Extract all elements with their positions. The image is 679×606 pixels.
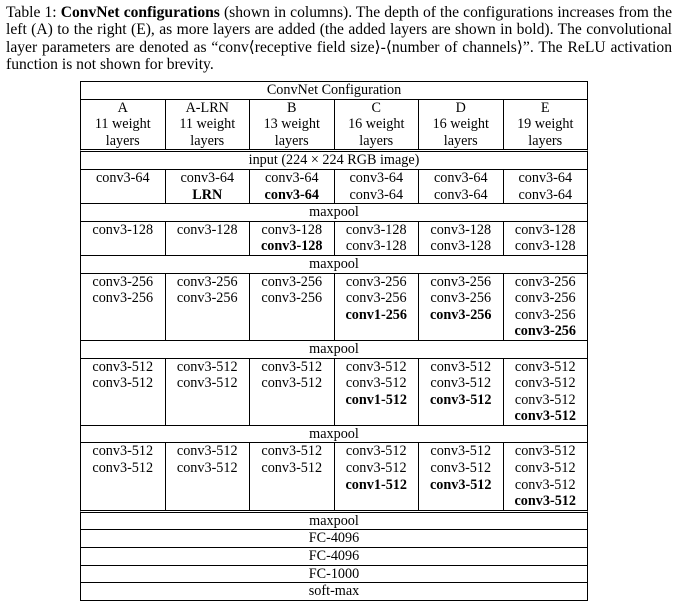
layer-cell: [418, 443, 503, 509]
layer-cell: [81, 274, 165, 340]
layer-block-row: [80, 273, 588, 340]
layer: conv3-128: [514, 221, 576, 238]
column-desc-line: 16 weight: [432, 116, 489, 133]
layer-cell: [165, 359, 250, 425]
layer: conv3-512: [345, 358, 407, 375]
classifier-row: FC-4096: [80, 547, 588, 565]
column-desc-line: layers: [359, 132, 394, 149]
layer-cell: [249, 170, 334, 203]
layer: conv3-512: [261, 375, 323, 392]
caption-label: Table 1:: [6, 4, 61, 21]
layer: conv3-256: [430, 273, 492, 290]
classifier-rows: [80, 510, 588, 601]
added-layer: conv3-128: [261, 238, 323, 255]
layer: conv3-512: [92, 443, 154, 460]
layer-blocks: [80, 169, 588, 510]
column-desc-line: layers: [443, 132, 478, 149]
maxpool-row: maxpool: [80, 255, 588, 273]
layer-cell: [81, 170, 165, 203]
layer: conv3-512: [261, 443, 323, 460]
layer-cell: [81, 443, 165, 509]
convnet-config-table: [80, 81, 588, 601]
layer-cell: [334, 170, 419, 203]
layer-cell: [334, 443, 419, 509]
layer-cell: [503, 359, 588, 425]
column-desc-a-lrn: [165, 116, 250, 149]
column-name-d: D: [418, 100, 503, 117]
maxpool-row: maxpool: [80, 203, 588, 221]
column-desc-e: [503, 116, 588, 149]
column-desc-line: 11 weight: [94, 116, 151, 133]
column-name-a-lrn: A-LRN: [165, 100, 250, 117]
column-desc-line: 16 weight: [348, 116, 405, 133]
layer-cell: [249, 274, 334, 340]
added-layer: LRN: [192, 186, 223, 203]
layer: conv3-128: [176, 221, 238, 238]
layer: conv3-256: [514, 290, 576, 307]
column-desc-line: 13 weight: [263, 116, 320, 133]
layer: conv3-256: [92, 273, 154, 290]
layer: conv3-512: [261, 460, 323, 477]
layer: conv3-128: [92, 221, 154, 238]
caption-title: ConvNet configurations: [60, 4, 220, 21]
column-name-a: A: [117, 99, 128, 116]
layer-cell: [165, 222, 250, 255]
layer: conv3-512: [261, 358, 323, 375]
column-desc-line: 19 weight: [517, 116, 574, 133]
layer-cell: [503, 222, 588, 255]
added-layer: conv1-512: [345, 476, 407, 493]
layer-cell: [249, 359, 334, 425]
layer: conv3-256: [514, 306, 576, 323]
layer: conv3-128: [261, 221, 323, 238]
layer-cell: [334, 359, 419, 425]
layer: conv3-512: [345, 460, 407, 477]
layer: conv3-64: [349, 186, 404, 203]
classifier-row: maxpool: [80, 510, 588, 530]
column-desc-d: [418, 116, 503, 149]
layer: conv3-512: [92, 375, 154, 392]
column-desc-line: layers: [190, 132, 225, 149]
layer: conv3-512: [514, 358, 576, 375]
layer-cell: [165, 274, 250, 340]
layer: conv3-512: [430, 460, 492, 477]
layer: conv3-256: [261, 273, 323, 290]
maxpool-row: maxpool: [80, 425, 588, 443]
layer: conv3-512: [514, 476, 576, 493]
added-layer: conv3-256: [430, 306, 492, 323]
classifier-row: soft-max: [80, 582, 588, 601]
column-desc-line: 11 weight: [179, 116, 236, 133]
layer-block-row: [80, 169, 588, 203]
column-desc-c: [334, 116, 419, 149]
layer: conv3-512: [345, 375, 407, 392]
layer-cell: [165, 170, 250, 203]
column-name-e: E: [503, 100, 588, 117]
layer-cell: [334, 274, 419, 340]
column-name-b: B: [249, 100, 334, 117]
column-desc-b: [249, 116, 334, 149]
classifier-row: FC-4096: [80, 529, 588, 547]
layer-cell: [249, 443, 334, 509]
layer: conv3-64: [518, 169, 573, 186]
layer-cell: [334, 222, 419, 255]
layer-cell: [81, 359, 165, 425]
layer: conv3-256: [176, 290, 238, 307]
maxpool-row: maxpool: [80, 340, 588, 358]
column-name-row: [80, 99, 588, 117]
layer: conv3-512: [176, 375, 238, 392]
added-layer: conv1-512: [345, 391, 407, 408]
layer: conv3-128: [345, 238, 407, 255]
input-row: input (224 × 224 RGB image): [80, 149, 588, 169]
layer: conv3-512: [92, 460, 154, 477]
layer-cell: [503, 170, 588, 203]
layer: conv3-128: [514, 238, 576, 255]
layer-cell: [418, 222, 503, 255]
column-desc-line: layers: [274, 132, 309, 149]
layer: conv3-256: [345, 290, 407, 307]
layer: conv3-64: [95, 169, 150, 186]
layer: conv3-64: [433, 169, 488, 186]
layer-cell: [418, 274, 503, 340]
column-desc-a: [81, 116, 165, 149]
layer: conv3-512: [514, 443, 576, 460]
layer: conv3-64: [518, 186, 573, 203]
layer: conv3-64: [349, 169, 404, 186]
layer: conv3-512: [430, 375, 492, 392]
layer-cell: [81, 222, 165, 255]
caption-text: (shown in columns). The depth of the configurations increases from the left (A) to the right (E), as more layers are added (the added layers are shown in bold). The convolutional layer parameters are denoted as “conv⟨receptive field size⟩-⟨number of channels⟩”. The ReLU activation function is not shown for brevity.: [6, 4, 672, 74]
added-layer: conv3-512: [514, 493, 576, 510]
layer: conv3-64: [433, 186, 488, 203]
layer: conv3-128: [430, 221, 492, 238]
layer: conv3-512: [514, 375, 576, 392]
layer: conv3-512: [345, 443, 407, 460]
layer: conv3-512: [514, 391, 576, 408]
layer: conv3-128: [345, 221, 407, 238]
layer-block-row: [80, 442, 588, 509]
added-layer: conv3-64: [264, 186, 319, 203]
layer-block-row: [80, 358, 588, 425]
layer: conv3-512: [430, 443, 492, 460]
column-desc-line: layers: [528, 132, 563, 149]
layer: conv3-256: [261, 290, 323, 307]
layer-cell: [165, 443, 250, 509]
layer: conv3-256: [345, 273, 407, 290]
layer: conv3-512: [92, 358, 154, 375]
layer: conv3-256: [430, 290, 492, 307]
layer: conv3-64: [180, 169, 235, 186]
layer-cell: [249, 222, 334, 255]
layer: conv3-512: [176, 460, 238, 477]
layer-cell: [418, 359, 503, 425]
layer: conv3-512: [430, 358, 492, 375]
layer: conv3-512: [514, 460, 576, 477]
classifier-row: FC-1000: [80, 565, 588, 583]
layer: conv3-512: [176, 358, 238, 375]
layer-cell: [418, 170, 503, 203]
layer: conv3-512: [176, 443, 238, 460]
layer-cell: [503, 443, 588, 509]
layer-cell: [503, 274, 588, 340]
column-desc-line: layers: [105, 132, 140, 149]
added-layer: conv3-512: [430, 476, 492, 493]
column-desc-row: [80, 116, 588, 149]
table-header: ConvNet Configuration: [80, 81, 588, 99]
added-layer: conv1-256: [345, 306, 407, 323]
layer: conv3-256: [514, 273, 576, 290]
added-layer: conv3-256: [514, 323, 576, 340]
layer: conv3-128: [430, 238, 492, 255]
layer: conv3-256: [176, 273, 238, 290]
added-layer: conv3-512: [430, 391, 492, 408]
table-caption: [6, 4, 672, 74]
layer-block-row: [80, 221, 588, 255]
column-name-c: C: [334, 100, 419, 117]
layer: conv3-64: [264, 169, 319, 186]
added-layer: conv3-512: [514, 408, 576, 425]
layer: conv3-256: [92, 290, 154, 307]
